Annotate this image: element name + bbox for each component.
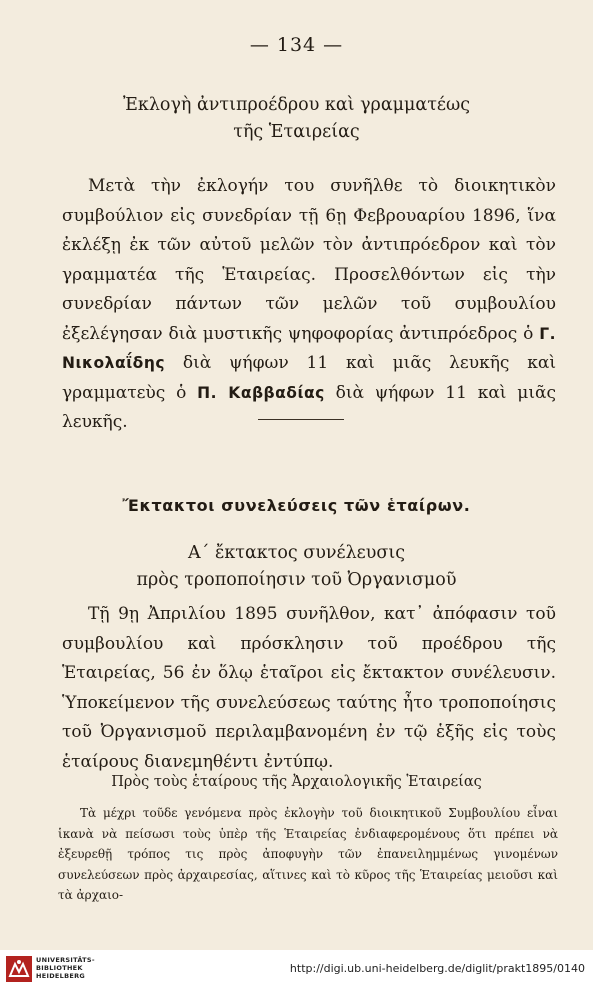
heading-extraordinary-assembly xyxy=(0,540,593,594)
heading-line: Ἐκλογὴ ἀντιπροέδρου καὶ γραμματέως xyxy=(122,95,471,115)
paragraph-text: διὰ ψήφων 11 καὶ μιᾶς λευκῆς καὶ γραμματεὺς ὁ xyxy=(62,353,557,403)
page-number: — 134 — xyxy=(249,34,344,56)
section-title: Ἔκτακτοι συνελεύσεις τῶν ἑταίρων. xyxy=(122,496,471,515)
person-name: Γ. Νικολαΐδης xyxy=(62,324,556,372)
heading-line: τῆς Ἑταιρείας xyxy=(233,122,360,142)
source-url-link[interactable]: http://digi.ub.uni-heidelberg.de/diglit/prakt1895/0140 xyxy=(289,962,585,975)
paragraph-assembly xyxy=(62,600,556,777)
paragraph-text: Τῇ 9ῃ Ἀπριλίου 1895 συνῆλθον, κατ᾽ ἀπόφασιν τοῦ συμβουλίου καὶ πρόσκλησιν τοῦ προέδρου τῆς Ἑταιρείας, 56 ἐν ὅλῳ ἑταῖροι εἰς ἔκτακτον συνέλευσιν. Ὑποκείμενον τῆς συνελεύσεως ταύτης ἦτο τροποποίησις τοῦ Ὀργανισμοῦ περιλαμβανομένη ἐν τῷ ἑξῆς εἰς τοὺς ἑταίρους διανεμηθέντι ἐντύπῳ. xyxy=(62,604,556,772)
paragraph-text: Τὰ μέχρι τοῦδε γενόμενα πρὸς ἐκλογὴν τοῦ διοικητικοῦ Συμβουλίου εἶναι ἱκανὰ νὰ πείσωσι τοὺς ὑπὲρ τῆς Ἑταιρείας ἐνδιαφερομένους ὅτι πρέπει νὰ ἐξευρεθῇ τρόπος τις πρὸς ἀποφυγὴν τῶν ἐπανειλημμένως γινομένων συνελεύσεων πρὸς ἀρχαιρεσίας, αἵτινες καὶ τὸ κῦρος τῆς Ἑταιρείας μειοῦσι καὶ τὰ ἀρχαιο- xyxy=(58,806,558,902)
paragraph-election xyxy=(62,172,556,438)
institution-line: BIBLIOTHEK xyxy=(36,964,83,972)
heading-election xyxy=(0,92,593,146)
university-seal-icon xyxy=(6,956,32,982)
letter-title: Πρὸς τοὺς ἑταίρους τῆς Ἀρχαιολογικῆς Ἑταιρείας xyxy=(111,774,482,790)
institution-line: UNIVERSITÄTS- xyxy=(36,956,95,964)
section-divider xyxy=(258,419,344,420)
person-name: Π. Καββαδίας xyxy=(197,383,325,402)
paragraph-text: διὰ ψήφων 11 καὶ μιᾶς λευκῆς. xyxy=(62,382,556,432)
paragraph-text: Μετὰ τὴν ἐκλογήν του συνῆλθε τὸ διοικητικὸν συμβούλιον εἰς συνεδρίαν τῇ 6ῃ Φεβρουαρίου 1896, ἵνα ἐκλέξῃ ἐκ τῶν αὐτοῦ μελῶν τὸν ἀντιπρόεδρον καὶ τὸν γραμματέα τῆς Ἑταιρείας. Προσελθόντων εἰς τὴν συνεδρίαν πάντων τῶν μελῶν τοῦ συμβουλίου ἐξελέγησαν διὰ μυστικῆς ψηφοφορίας ἀντιπρόεδρος ὁ xyxy=(62,176,556,344)
institution-name xyxy=(36,956,95,980)
letter-paragraph xyxy=(58,803,558,906)
institution-line: HEIDELBERG xyxy=(36,972,86,980)
heading-line: Α΄ ἔκτακτος συνέλευσις xyxy=(188,543,405,563)
heading-line: πρὸς τροποποίησιν τοῦ Ὀργανισμοῦ xyxy=(136,570,457,590)
